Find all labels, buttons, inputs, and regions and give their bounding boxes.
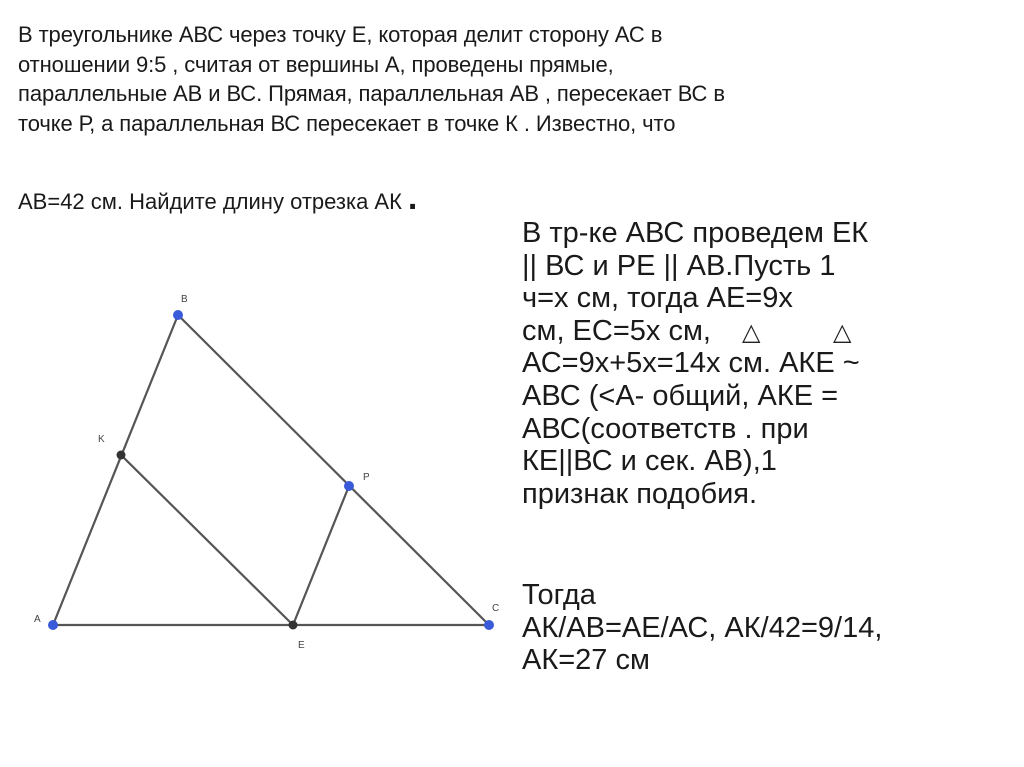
problem-statement: В треугольнике АВС через точку Е, которая делит сторону АС в отношении 9:5 , считая от вершины А, проведены прямые, параллельные АВ и ВС. Прямая, параллельная АВ , пересекает ВС в точке Р, а параллельная ВС пересекает в точке К . Известно, что (18, 22, 725, 136)
label-k: K (98, 434, 105, 445)
solution-conclusion: Тогда АК/АВ=АЕ/АС, АК/42=9/14, АК=27 см (522, 579, 883, 677)
problem-question-dot: . (407, 179, 418, 217)
label-c: C (492, 603, 500, 614)
segment-ke (121, 455, 293, 625)
triangle-symbol-1: △ (742, 318, 761, 346)
point-k (117, 451, 126, 460)
point-a (48, 620, 58, 630)
point-b (173, 310, 183, 320)
segment-pe (293, 486, 349, 625)
point-e (289, 621, 298, 630)
label-p: P (363, 472, 370, 483)
triangle-lines (53, 315, 489, 625)
point-c (484, 620, 494, 630)
label-b: B (181, 294, 188, 305)
problem-question-text: АВ=42 см. Найдите длину отрезка АК (18, 189, 402, 214)
point-p (344, 481, 354, 491)
solution-text: В тр-ке АВС проведем ЕК || ВС и РЕ || АВ.Пусть 1 ч=х см, тогда АЕ=9х см, ЕС=5х см, АС=9х+5х=14х см. АКЕ ~ АВС (<А- общий, АКЕ = АВС(соответств . при КЕ||ВС и сек. АВ),1 признак подобия. (522, 217, 869, 510)
side-ab (53, 315, 178, 625)
triangle-symbol-2: △ (833, 318, 852, 346)
label-e: E (298, 640, 305, 651)
label-a: A (34, 614, 41, 625)
side-bc (178, 315, 489, 625)
